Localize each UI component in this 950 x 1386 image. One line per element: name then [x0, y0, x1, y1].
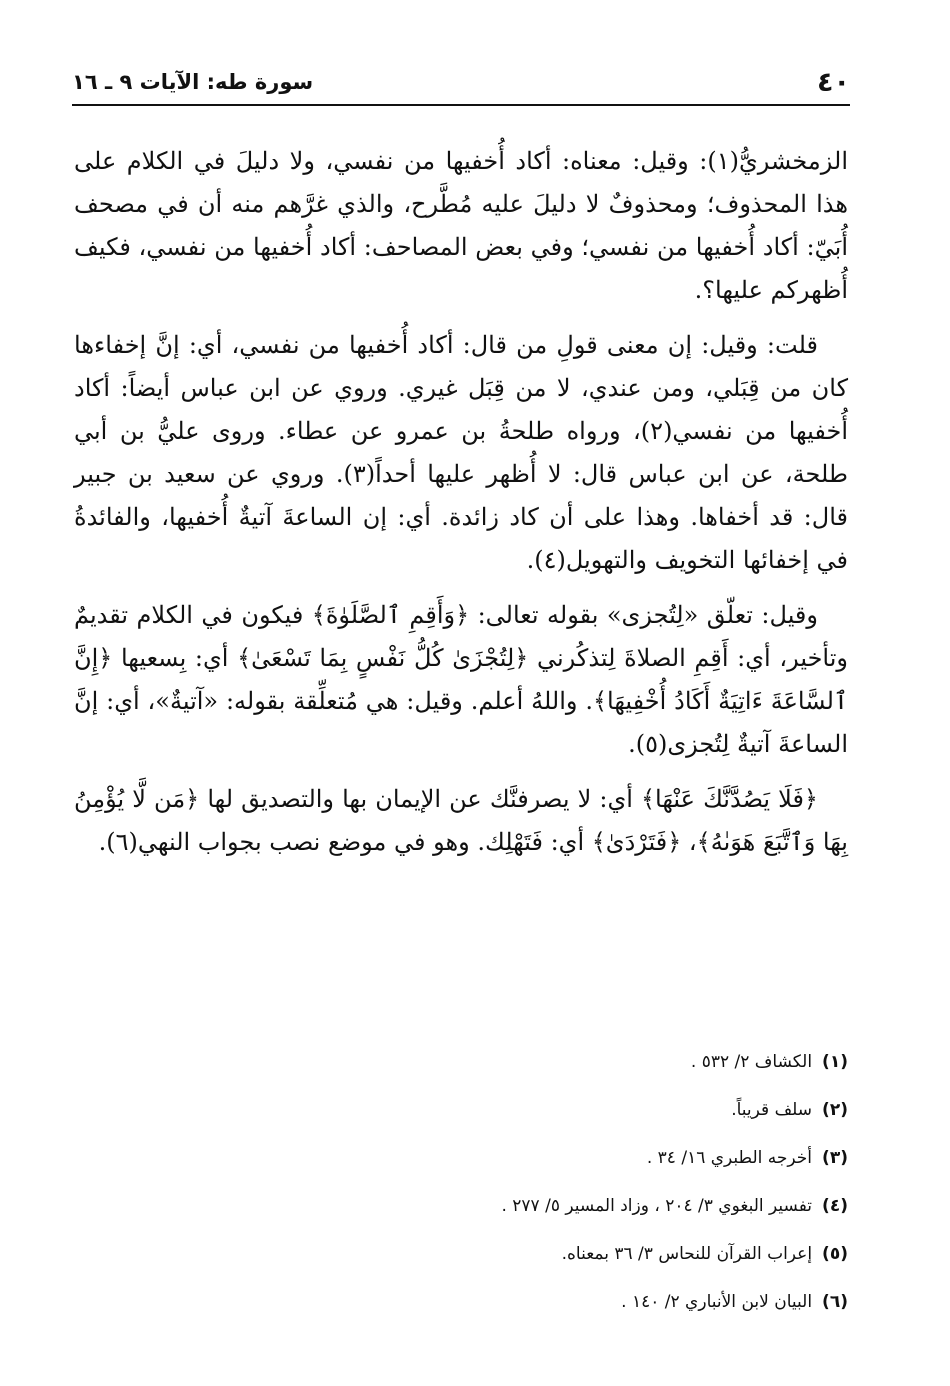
footnote [74, 1182, 848, 1230]
footnote-text: تفسير البغوي ٣/ ٢٠٤ ، وزاد المسير ٥/ ٢٧٧ . [501, 1196, 813, 1216]
footnote-number: (٤) [822, 1196, 848, 1216]
footnote [74, 1038, 848, 1086]
page-header [72, 62, 850, 102]
footnote [74, 1086, 848, 1134]
footnote-number: (٥) [822, 1244, 848, 1264]
paragraph: ﴿فَلَا يَصُدَّنَّكَ عَنْهَا﴾ أي: لا يصرفنَّك عن الإيمان بها والتصديق لها ﴿مَن لَّا يُؤْمِنُ بِهَا وَٱتَّبَعَ هَوَىٰهُ﴾، ﴿فَتَرْدَىٰ﴾ أي: فَتَهْلِك. وهو في موضع نصب بجواب النهي(٦). [74, 785, 848, 856]
paragraph: وقيل: تعلّق «لِتُجزى» بقوله تعالى: ﴿وَأَقِمِ ٱلصَّلَوٰةَ﴾ فيكون في الكلام تقديمٌ وتأخير، أي: أَقِمِ الصلاةَ لِتذكُرني ﴿لِتُجْزَىٰ كُلُّ نَفْسٍ بِمَا تَسْعَىٰ﴾ أي: بِسعيها ﴿إِنَّ ٱلسَّاعَةَ ءَاتِيَةٌ أَكَادُ أُخْفِيهَا﴾. واللهُ أعلم. وقيل: هي مُتعلِّقة بقوله: «آتيةٌ»، أي: إنَّ الساعةَ آتيةٌ لِتُجزى(٥). [74, 601, 848, 758]
footnote [74, 1134, 848, 1182]
header-divider [72, 104, 850, 106]
footnote [74, 1230, 848, 1278]
footnote-number: (٣) [822, 1148, 848, 1168]
paragraph: الزمخشريُّ(١): وقيل: معناه: أكاد أُخفيها من نفسي، ولا دليلَ في الكلام على هذا المحذوف؛ ومحذوفٌ لا دليلَ عليه مُطَّرح، والذي غرَّهم منه أن في مصحف أُبَيّ: أكاد أُخفيها من نفسي؛ وفي بعض المصاحف: أكاد أُخفيها من نفسي، فكيف أُظهركم عليها؟. [74, 147, 848, 304]
running-title: سورة طه: الآيات ٩ ـ ١٦ [72, 70, 314, 94]
footnote-number: (٢) [822, 1100, 848, 1120]
page-number: ٤٠ [817, 66, 850, 98]
footnote-number: (١) [822, 1052, 848, 1072]
footnotes [74, 1038, 848, 1326]
footnote [74, 1278, 848, 1326]
footnote-text: إعراب القرآن للنحاس ٣/ ٣٦ بمعناه. [561, 1244, 813, 1264]
footnote-text: أخرجه الطبري ١٦/ ٣٤ . [646, 1148, 813, 1168]
footnote-text: سلف قريباً. [731, 1100, 813, 1120]
footnote-number: (٦) [822, 1292, 848, 1312]
main-text [74, 140, 848, 876]
paragraph: قلت: وقيل: إن معنى قولِ من قال: أكاد أُخفيها من نفسي، أي: إنَّ إخفاءها كان من قِبَلي، ومن عندي، لا من قِبَل غيري. وروي عن ابن عباس أيضاً: أكاد أُخفيها من نفسي(٢)، ورواه طلحةُ بن عمرو عن عطاء. وروى عليُّ بن أبي طلحة، عن ابن عباس قال: لا أُظهر عليها أحداً(٣). وروي عن سعيد بن جبير قال: قد أخفاها. وهذا على أن كاد زائدة. أي: إن الساعةَ آتيةٌ أُخفيها، والفائدةُ في إخفائها التخويف والتهويل(٤). [74, 331, 848, 574]
footnote-text: البيان لابن الأنباري ٢/ ١٤٠ . [621, 1292, 813, 1312]
footnote-text: الكشاف ٢/ ٥٣٢ . [690, 1052, 813, 1072]
